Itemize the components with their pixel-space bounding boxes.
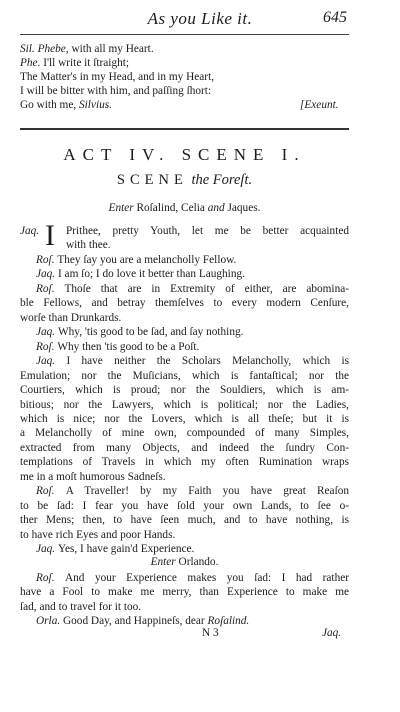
line-text: Courtiers, which is proud; nor the Souldiers, which is am- [20, 384, 349, 397]
header-rule [20, 34, 349, 35]
speaker-label: Roſ. [36, 485, 66, 498]
speaker-label: Jaq. [36, 543, 58, 555]
line-text: Good Day, and Happineſs, dear [63, 615, 208, 628]
line-text: ble Fellows, and betray themſelves to every modern Cenſure, [20, 297, 349, 310]
speaker-label: Roſ. [36, 572, 65, 584]
text-line [20, 267, 245, 281]
enter-word: Enter [150, 556, 176, 568]
line-text: Go with me, [20, 99, 79, 111]
speaker-label: Roſ. [36, 282, 65, 295]
text-line [20, 369, 349, 383]
page-number: 645 [323, 9, 347, 26]
scene-word: SCENE [116, 172, 188, 188]
line-text: I have neither the Scholars Melancholly, which is [66, 355, 349, 368]
text-line [20, 340, 199, 354]
text-line [20, 383, 349, 397]
scene-heading [20, 172, 349, 189]
text-line [20, 412, 349, 426]
line-text: I am ſo; I do love it better than Laughing. [57, 268, 245, 281]
exeunt-direction: [Exeunt. [300, 99, 339, 111]
drop-cap: I [45, 219, 55, 252]
line-text: Why then 'tis good to be a Poſt. [57, 340, 200, 353]
enter-and: and [207, 202, 225, 214]
line-text: ther Mens; then, to have ſeen much, and to have nothing, is [20, 514, 349, 527]
text-line [20, 470, 166, 484]
text-line [20, 571, 349, 585]
line-text: to be ſad: I fear you have ſold your own Lands, to ſee o- [20, 499, 349, 512]
speech-line: with thee. [66, 239, 111, 251]
enter-last-name: Jaques. [227, 202, 261, 214]
text-line [20, 311, 121, 325]
text-line [20, 282, 349, 296]
line-text: me in a moſt humorous Sadneſs. [20, 470, 166, 483]
signature-mark: N 3 [202, 627, 219, 639]
text-line [20, 513, 349, 527]
text-line [20, 426, 349, 440]
text-line [20, 325, 243, 339]
scene-divider-rule [20, 128, 349, 130]
speaker-label: Orla. [36, 615, 63, 628]
line-text: And your Experience makes you ſad: I had rather [65, 572, 349, 584]
line-text: Emulation; nor the Muſicians, which is fantaſtical; nor the [20, 369, 349, 382]
text-line [20, 84, 211, 98]
text-line [20, 354, 349, 368]
line-text: worſe than Drunkards. [20, 311, 122, 324]
line-text: extracted from many Objects, and indeed the ſundry Con- [20, 441, 349, 454]
line-text: to have rich Eyes and poor Hands. [20, 528, 176, 541]
text-line [20, 585, 349, 599]
text-line [20, 296, 349, 310]
line-text: which is nice; nor the Lovers, which is all theſe; but it is [20, 412, 349, 425]
scene-place: the Foreſt. [191, 172, 253, 188]
line-italic-tail: Roſalind. [207, 615, 250, 628]
text-line [20, 455, 349, 469]
speaker-label: Sil. Phebe, [20, 43, 72, 55]
orlando-entrance [20, 556, 349, 568]
line-text: ſad, and to travel for it too. [20, 600, 142, 613]
text-line [20, 253, 236, 267]
speaker-label: Roſ. [36, 254, 58, 266]
speaker-label: Jaq. [36, 268, 58, 281]
speaker-label: Phe. [20, 57, 44, 69]
text-line [20, 56, 129, 70]
line-text: have a Fool to make me merry, than Experience to make me [20, 586, 349, 599]
line-text: The Matter's in my Head, and in my Heart, [20, 71, 215, 83]
line-text: with all my Heart. [71, 43, 154, 55]
line-text: templations of Travels in which my often Rumination wraps [20, 456, 349, 469]
act-heading: ACT IV. SCENE I. [63, 145, 306, 164]
running-title: As you Like it. [147, 9, 253, 28]
speaker-label: Jaq. [36, 326, 58, 339]
enter-names: Roſalind, Celia [136, 202, 205, 214]
speech-line: Prithee, pretty Youth, let me be better acquainted [66, 225, 349, 237]
enter-word: Enter [108, 202, 134, 214]
line-text: They ſay you are a melancholly Fellow. [57, 254, 237, 266]
text-line [20, 600, 141, 614]
text-line [20, 398, 349, 412]
speaker-label: Jaq. [36, 355, 67, 368]
speaker-label: Jaq. [20, 225, 40, 237]
line-text: Why, 'tis good to be ſad, and ſay nothing. [57, 326, 244, 339]
speaker-label: Roſ. [36, 340, 58, 353]
line-text: a Melancholly of mine own, compounded of many Simples, [20, 427, 349, 440]
text-line [20, 441, 349, 455]
line-text: I will be bitter with him, and paſſing ſhort: [20, 85, 212, 97]
line-text: I'll write it ſtraight; [43, 57, 130, 69]
line-text: Thoſe that are in Extremity of either, are abomina- [64, 282, 350, 295]
text-line [20, 70, 214, 84]
enter-name: Orlando. [178, 556, 219, 568]
line-text: bitious; nor the Lawyers, which is political; nor the Ladies, [20, 398, 349, 411]
text-line [20, 98, 112, 112]
text-line [20, 542, 194, 556]
text-line [20, 528, 175, 542]
text-line [20, 42, 154, 56]
entrance-direction [20, 202, 349, 214]
line-text: Yes, I have gain'd Experience. [57, 543, 195, 555]
text-line [20, 484, 349, 498]
catchword: Jaq. [322, 627, 342, 639]
line-italic-tail: Silvius. [79, 99, 112, 111]
text-line [20, 499, 349, 513]
line-text: A Traveller! by my Faith you have great Reaſon [65, 485, 350, 498]
